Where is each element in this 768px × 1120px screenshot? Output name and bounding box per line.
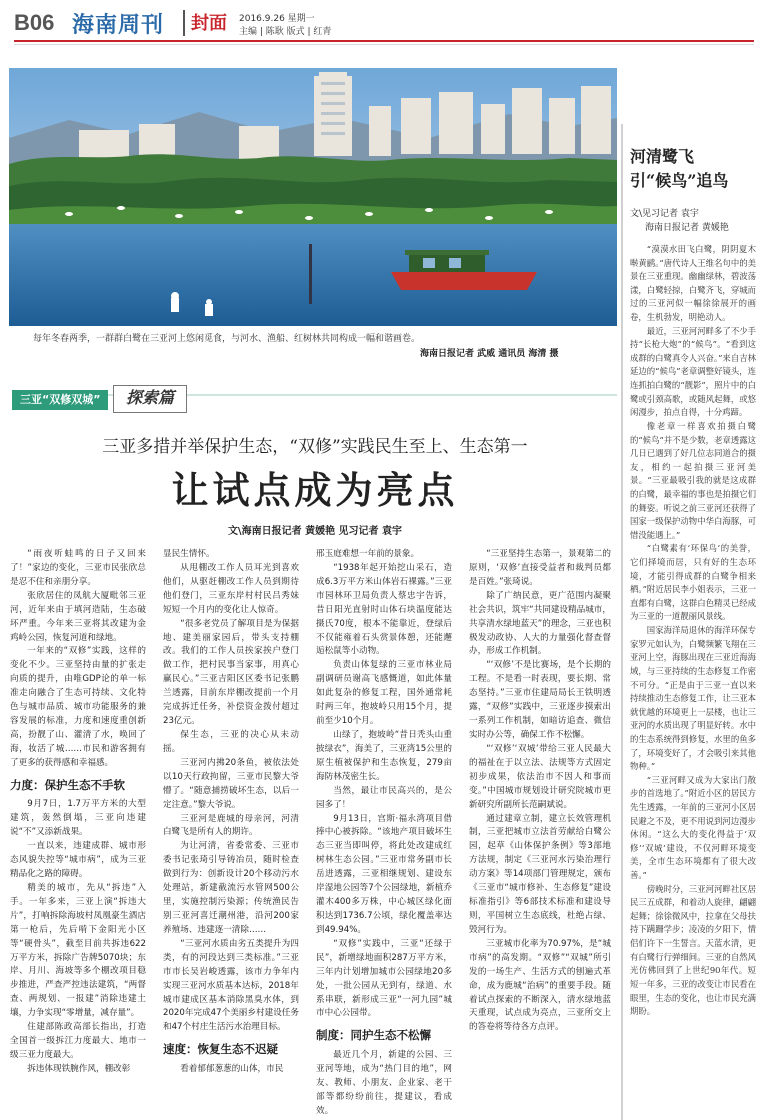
- page-number: B06: [14, 10, 55, 35]
- paragraph: “雨夜听蛙鸣的日子又回来了！”家边的变化，三亚市民张欣总是忍不住和亲朋分享。: [10, 549, 146, 587]
- article-headline: 让试点成为亮点: [171, 468, 459, 512]
- paragraph: 住建部陈政高部长指出，打造全国首一级拆江力度最大、地市一级三亚力度最大。: [10, 1022, 146, 1060]
- photo-caption: 每年冬春两季，一群群白鹭在三亚河上悠闲觅食，与河水、渔船、红树林共同构成一幅和谐画卷。: [33, 334, 421, 344]
- date-line: 2016.9.26 星期一: [239, 14, 315, 24]
- paragraph: “1938年起开始挖山采石，造成6.3万平方米山体岩石裸露。”三亚市园林环卫局负责人蔡忠宇告诉，昔日阳光直射时山体石块温度能达摄氏70度，根本不能靠近，登绿后不仅能雍着石头赏景体憩，还能邂逅松鼠等小动物。: [316, 562, 452, 657]
- paragraph: 负责山体复绿的三亚市林业局副调研员谢高飞感慨道，如此体量如此复杂的修复工程，国外通常耗时两三年，抱坡岭只用15个月，提前至少10个月。: [316, 660, 452, 727]
- paragraph: 山绿了，抱坡岭“昔日秃头山重披绿衣”，海美了，三亚湾15公里的原生植被保护和生态恢复，279亩海防林茂密生长。: [316, 729, 452, 782]
- paragraph: 看着郁郁葱葱的山体，市民: [180, 1063, 284, 1074]
- section-label: 封面: [191, 13, 227, 34]
- paragraph: 国家海洋局退休的海洋环保专家罗元如认为，白鹭频繁飞翔在三亚河上空，海豚出现在三亚近海海域，与三亚持续的生态修复工作密不可分。“正是由于三亚一直以来持续推动生态修复工作，让三亚本就优越的环境更上一层楼，也让三亚河的水质出现了明显好转。水中的生态系统得到修复，水里的鱼多了，环境变好了，才会吸引来其他物种。”: [630, 625, 756, 772]
- masthead-divider: [183, 10, 185, 36]
- paragraph: “三亚河畔又成为大家出门散步的首选地了。”附近小区的居民方先生透露，一年前的三亚河小区居民避之不及，更不用说到河边漫步休闲。“这么大的变化得益于‘双修’‘双城’建设，不仅河畔环境变美，全市生态环境都有了很大改善。”: [630, 774, 756, 881]
- paragraph: 三亚城市化率为70.97%，是“城市病”的高发期。“双修”“双城”所引发的一场生产、生活方式的刨遍式革命，成为鹿城“治病”的重要手段。随着试点探索的不断深入，清水绿地蓝天重现，试点成为亮点，三亚所交上的答卷将等待各方点评。: [469, 938, 611, 1033]
- paragraph: “漠漠水田飞白鹭，阴阴夏木啭黄鹂。”唐代诗人王维名句中的美景在三亚重现。幽幽绿林，碧波荡漾，白鹭轻掠，白鹭齐飞，穿城而过的三亚河似一幅徐徐展开的画卷，生机勃发，明艳动人。: [630, 244, 756, 323]
- paragraph: 当然，最让市民高兴的，是公园多了！: [316, 785, 452, 810]
- paragraph: “‘双修’不是比赛场，是个长期的工程。不是看一时表现，要长期、常态坚持。”三亚市住建局局长王铁明透露，“双修”实践中，三亚逐步摸索出一系列工作机制，如暗访追查、微信实时办公等，确保工作不松懈。: [469, 660, 611, 740]
- paragraph: 三亚河是鹿城的母亲河，河清白鹭飞是所有人的期许。: [163, 813, 299, 838]
- sidebar-title-line2: 引“候鸟”追鸟: [630, 171, 729, 190]
- paragraph: 精美的城市，先从“拆违”入手。一年多来，三亚上演“拆违大片”，打响拆除海坡村凤凰豪生酒店第一枪后，先后啃下金阳光小区等“硬骨头”，截至目前共拆违622万平方米，拆除广告牌5070块；东岸、月川、海坡等多个棚改项目稳步推进，严查严控违法建筑，“两督查、两规划、一报建”消除违建土壤，力争实现“零增量，减存量”。: [10, 882, 146, 1019]
- staff-line: 主编 | 陈耿 版式 | 红青: [239, 27, 332, 37]
- paragraph: 为让河清，省委常委、三亚市委书记张琦引导铸冶员，随时检查做到行为：创新设计20个移动污水处理站，新建截流污水管网500公里，实施控制污染源；传统渔民告别三亚河喜迁潮州港，沿河200家养殖场、违建逐一清除……: [163, 841, 299, 935]
- sidebar-divider: [621, 124, 623, 1120]
- paragraph: “三亚河水质由劣五类提升为四类，有的河段达到三类标准。”三亚市市长吴岩峻透露，该市力争年内实现三亚河水质基本达标，2018年城市建成区基本消除黑臭水体，到2020年完成47个美丽乡村建设任务和47个村庄生活污水治理目标。: [163, 938, 299, 1033]
- sidebar-body: [630, 243, 756, 1019]
- paragraph: 傍晚时分，三亚河河畔社区居民三五成群，和着动人旋律，翩翩起舞；徐徐微风中，拉拿在父母扶持下蹒跚学步；凌凌的夕阳下，情侣们许下一生誓言。天蓝水清，更有白鹭行行弹细间。三亚的自然风光仿佛回到了上世纪90年代。短短一年多，三亚的改变让市民看在眼里，生态的变化，也让市民充满期盼。: [630, 883, 756, 1017]
- sidebar-byline: 文\见习记者 袁宇: [630, 209, 699, 219]
- paragraph: 像老章一样喜欢拍摄白鹭的“候鸟”并不是少数，老章透露这几日已遇到了好几位志同道合的摄友，相约一起拍摄三亚河美景。“三亚最吸引我的就是这成群的白鹭，最幸福的事也是拍摄它们的舞姿。听说之前三亚河还获得了国家一级保护动物中华白海豚，可惜没能遇上。”: [630, 420, 756, 540]
- paragraph: 三亚河内拂20条鱼，被依法处以10天行政拘留，三亚市民黎大爷懵了。“随意捕捞破坏生态，以后一定注意。”黎大爷说。: [163, 757, 299, 810]
- paragraph: 从甩棚改工作人员耳光到喜欢他们，从驱赶棚改工作人员到期待他们登门，三亚东岸村村民吕秀妹短短一个月内的变化让人惊奇。: [163, 562, 299, 615]
- paragraph: 9月7日，1.7万平方米的大型建筑，轰然倒塌，三亚向违建说“不”又添新战果。: [10, 799, 146, 838]
- article-subtitle: 三亚多措并举保护生态，“双修”实践民生至上、生态第一: [102, 437, 528, 457]
- masthead-rule: [14, 40, 754, 42]
- section-heading: 制度：同护生态不松懈: [316, 1028, 431, 1043]
- article-column-1: [10, 548, 146, 1077]
- paragraph: 最近，三亚河河畔多了不少手持“长枪大炮”的“候鸟”。“看到这成群的白鹭真令人兴奋。”来自吉林延边的“候鸟”老章调整好镜头，连连抓拍白鹭的“靓影”，照片中的白鹭或引颈高歌，或随风起舞，或悠闲漫步，拍点自得，十分鸡蹄。: [630, 325, 756, 418]
- series-subtag: 探索篇: [113, 385, 187, 413]
- paragraph: 张欣居住的凤航大厦毗邻三亚河，近年来由于填河造陆，生态破坏严重。今年来三亚将其改建为金鸡岭公园，恢复河道和绿地。: [10, 590, 146, 643]
- paragraph: 邢玉庭难想一年前的景象。: [316, 549, 420, 559]
- paragraph: “三亚坚持生态第一，景观第二的原则，‘双修’直接受益者和裁判员都是百姓。”张琦说。: [469, 549, 611, 587]
- paragraph: 9月13日，宫斯·福永湾项目借捧中心被拆除。“该地产项目破坏生态三亚当即叫停，将此处改建成红树林生态公园。”三亚市常务副市长岳进透露，三亚相继规划、建设东岸湿地公园等7个公园绿地，新植乔灌木400多万株，中心城区绿化面积达到1736.7公顷，绿化覆盖率达到49.94%。: [316, 813, 452, 935]
- sidebar-byline-2: 海南日报记者 黄媛艳: [645, 223, 729, 233]
- article-byline: 文\海南日报记者 黄媛艳 见习记者 袁宇: [227, 526, 403, 537]
- article-column-3: [316, 548, 452, 1119]
- paragraph: 一年来的“双修”实践，这样的变化不少。三亚坚持由量的扩张走向质的提升，由唯GDP论的单一标准走向融合了生态可持续、文化特色与城市品质、城市功能服务的兼容发展的标准，力度和速度重创新高，扮靓了山、灌清了水，唤回了海，妆活了城……市民和游客拥有了更多的获得感和幸福感。: [10, 646, 146, 768]
- brand-logo: 海南周刊: [72, 12, 165, 38]
- photo-credit: 海南日报记者 武威 通讯员 海清 摄: [420, 349, 559, 359]
- river-photo: [9, 68, 617, 326]
- paragraph: “‘双修’‘双城’带给三亚人民最大的福祉在于以立法、法规等方式固定初步成果，依法治市不因人和事而变。”中国城市规划设计研究院城市更新研究所副所长范嗣斌说。: [469, 743, 611, 810]
- paragraph: 显民生情怀。: [163, 549, 215, 559]
- paragraph: 保生态，三亚的决心从未动摇。: [163, 729, 299, 754]
- article-column-4: [469, 548, 611, 1035]
- paragraph: “很多老党员了解项目是为保据地、建美丽家园后，带头支持棚改。我们的工作人员挨家挨户登门做工作，把村民事当家事，用真心赢民心。”三亚吉阳区区委书记张鹏兰透露，目前东岸棚改提前一个月完成拆迁任务，补偿资金拨付超过23亿元。: [163, 618, 299, 727]
- paragraph: 一直以来，违建成群、城市形态风貌失控等“城市病”，成为三亚精品化之路的障碍。: [10, 841, 146, 879]
- series-tag: 三亚“双修双城”: [12, 390, 108, 410]
- paragraph: 通过建章立制，建立长效管理机制，三亚把城市立法首劳献给白鹭公园，起草《山体保护条例》等3部地方法规，制定《三亚河水污染治理行动方案》等14项部门管理规定，颁布《三亚市“城市修补、生态修复”建设标准指引》等6部技术标准和建设导则，平国树立生态底线，杜绝占绿、毁河行为。: [469, 813, 611, 935]
- paragraph: “双修”实践中，三亚“还绿于民”，新增绿地面积287万平方米，三年内计划增加城市公园绿地20多处，一批公园从无到有，绿道、水系串联，新形成三亚“一河九园”城市中心公园带。: [316, 938, 452, 1019]
- sidebar-title: 河清鹭飞: [630, 147, 695, 166]
- section-heading: 速度：恢复生态不迟疑: [163, 1042, 278, 1057]
- paragraph: 最近几个月，新建的公园、三亚河等地，成为“热门目的地”，网友、教师、小朋友、企业家、老干部等都纷纷前往，提建议，看成效。: [316, 1049, 452, 1116]
- paragraph: “白鹭素有‘环保鸟’的美誉，它们择境而居，只有好的生态环境，才能引得成群的白鹭争相来栖。”附近居民李小姐表示，三亚一直都有白鹭，这群白色精灵已经成为三亚的一道靓丽风景线。: [630, 543, 756, 622]
- article-column-2: [163, 548, 299, 1077]
- section-heading: 力度：保护生态不手软: [10, 777, 125, 792]
- paragraph: 拆违体现铁腕作风，棚改彰: [27, 1063, 131, 1074]
- masthead-rule-thin: [14, 44, 754, 45]
- paragraph: 除了广纳民意，更广范围内凝聚社会共识，筑牢“共同建设精品城市，共享清水绿地蓝天”的理念，三亚也积极发动政协、人大的力量强化督查督办，形成工作机制。: [469, 590, 611, 657]
